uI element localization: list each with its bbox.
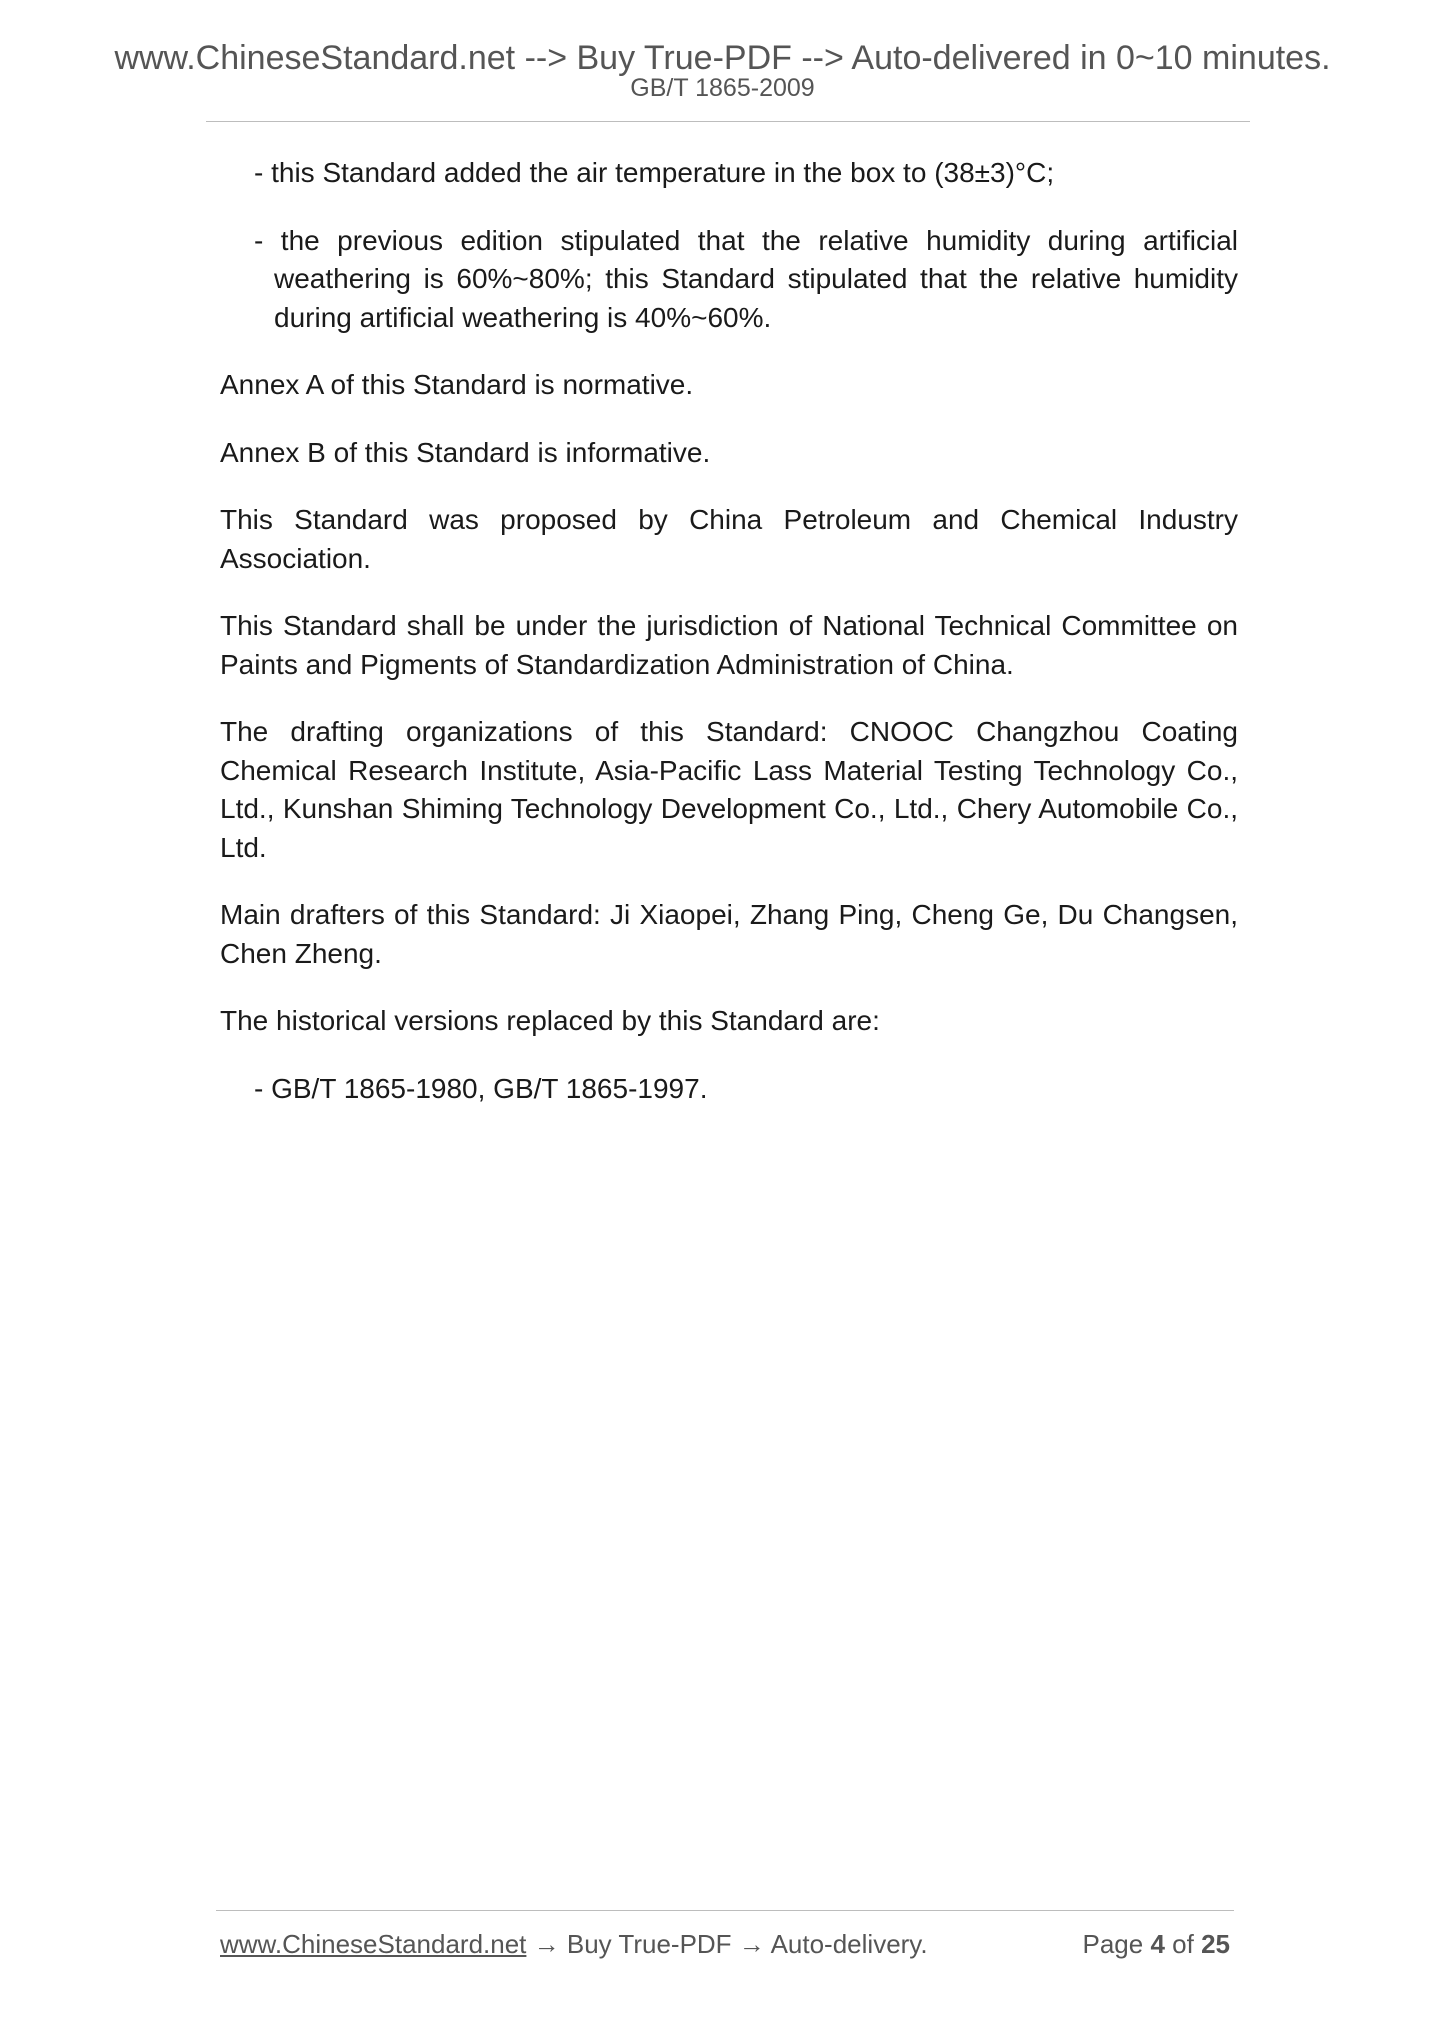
paragraph-main-drafters: Main drafters of this Standard: Ji Xiaopei, Zhang Ping, Cheng Ge, Du Changsen, Chen Zheng. (220, 899, 1238, 969)
footer-tagline: → Buy True-PDF → Auto-delivery. (526, 1929, 928, 1959)
of-label: of (1172, 1929, 1194, 1959)
page-number: 4 (1150, 1929, 1165, 1959)
page-label: Page (1082, 1929, 1144, 1959)
header-divider (206, 121, 1250, 122)
paragraph-annex-b: Annex B of this Standard is informative. (220, 436, 711, 468)
paragraph-drafting-organizations: The drafting organizations of this Standard: CNOOC Changzhou Coating Chemical Research Institute, Asia-Pacific Lass Material Testing Technology Co., Ltd., Kunshan Shiming Technology Development Co., Ltd., Chery Automobile Co., Ltd. (220, 716, 1238, 863)
top-banner: www.ChineseStandard.net --> Buy True-PDF --> Auto-delivered in 0~10 minutes. (114, 39, 1331, 77)
page-footer (220, 1928, 1230, 1960)
document-body (220, 154, 1238, 1137)
standard-code: GB/T 1865-2009 (630, 74, 815, 102)
total-pages: 25 (1201, 1929, 1230, 1959)
paragraph-historical-versions: The historical versions replaced by this Standard are: (220, 1005, 880, 1036)
footer-site-link[interactable]: www.ChineseStandard.net (220, 1929, 527, 1959)
page-indicator (1082, 1928, 1230, 1960)
paragraph-jurisdiction: This Standard shall be under the jurisdiction of National Technical Committee on Paints and Pigments of Standardization Administration of China. (220, 610, 1238, 680)
list-item: - the previous edition stipulated that the relative humidity during artificial weathering is 60%~80%; this Standard stipulated that the relative humidity during artificial weathering is 40%~60%. (254, 224, 1238, 333)
paragraph-annex-a: Annex A of this Standard is normative. (220, 369, 694, 400)
paragraph-proposed-by: This Standard was proposed by China Petroleum and Chemical Industry Association. (220, 504, 1238, 574)
list-item: - GB/T 1865-1980, GB/T 1865-1997. (254, 1072, 708, 1104)
list-item: - this Standard added the air temperature in the box to (38±3)°C; (254, 157, 1055, 188)
footer-divider (216, 1910, 1234, 1911)
